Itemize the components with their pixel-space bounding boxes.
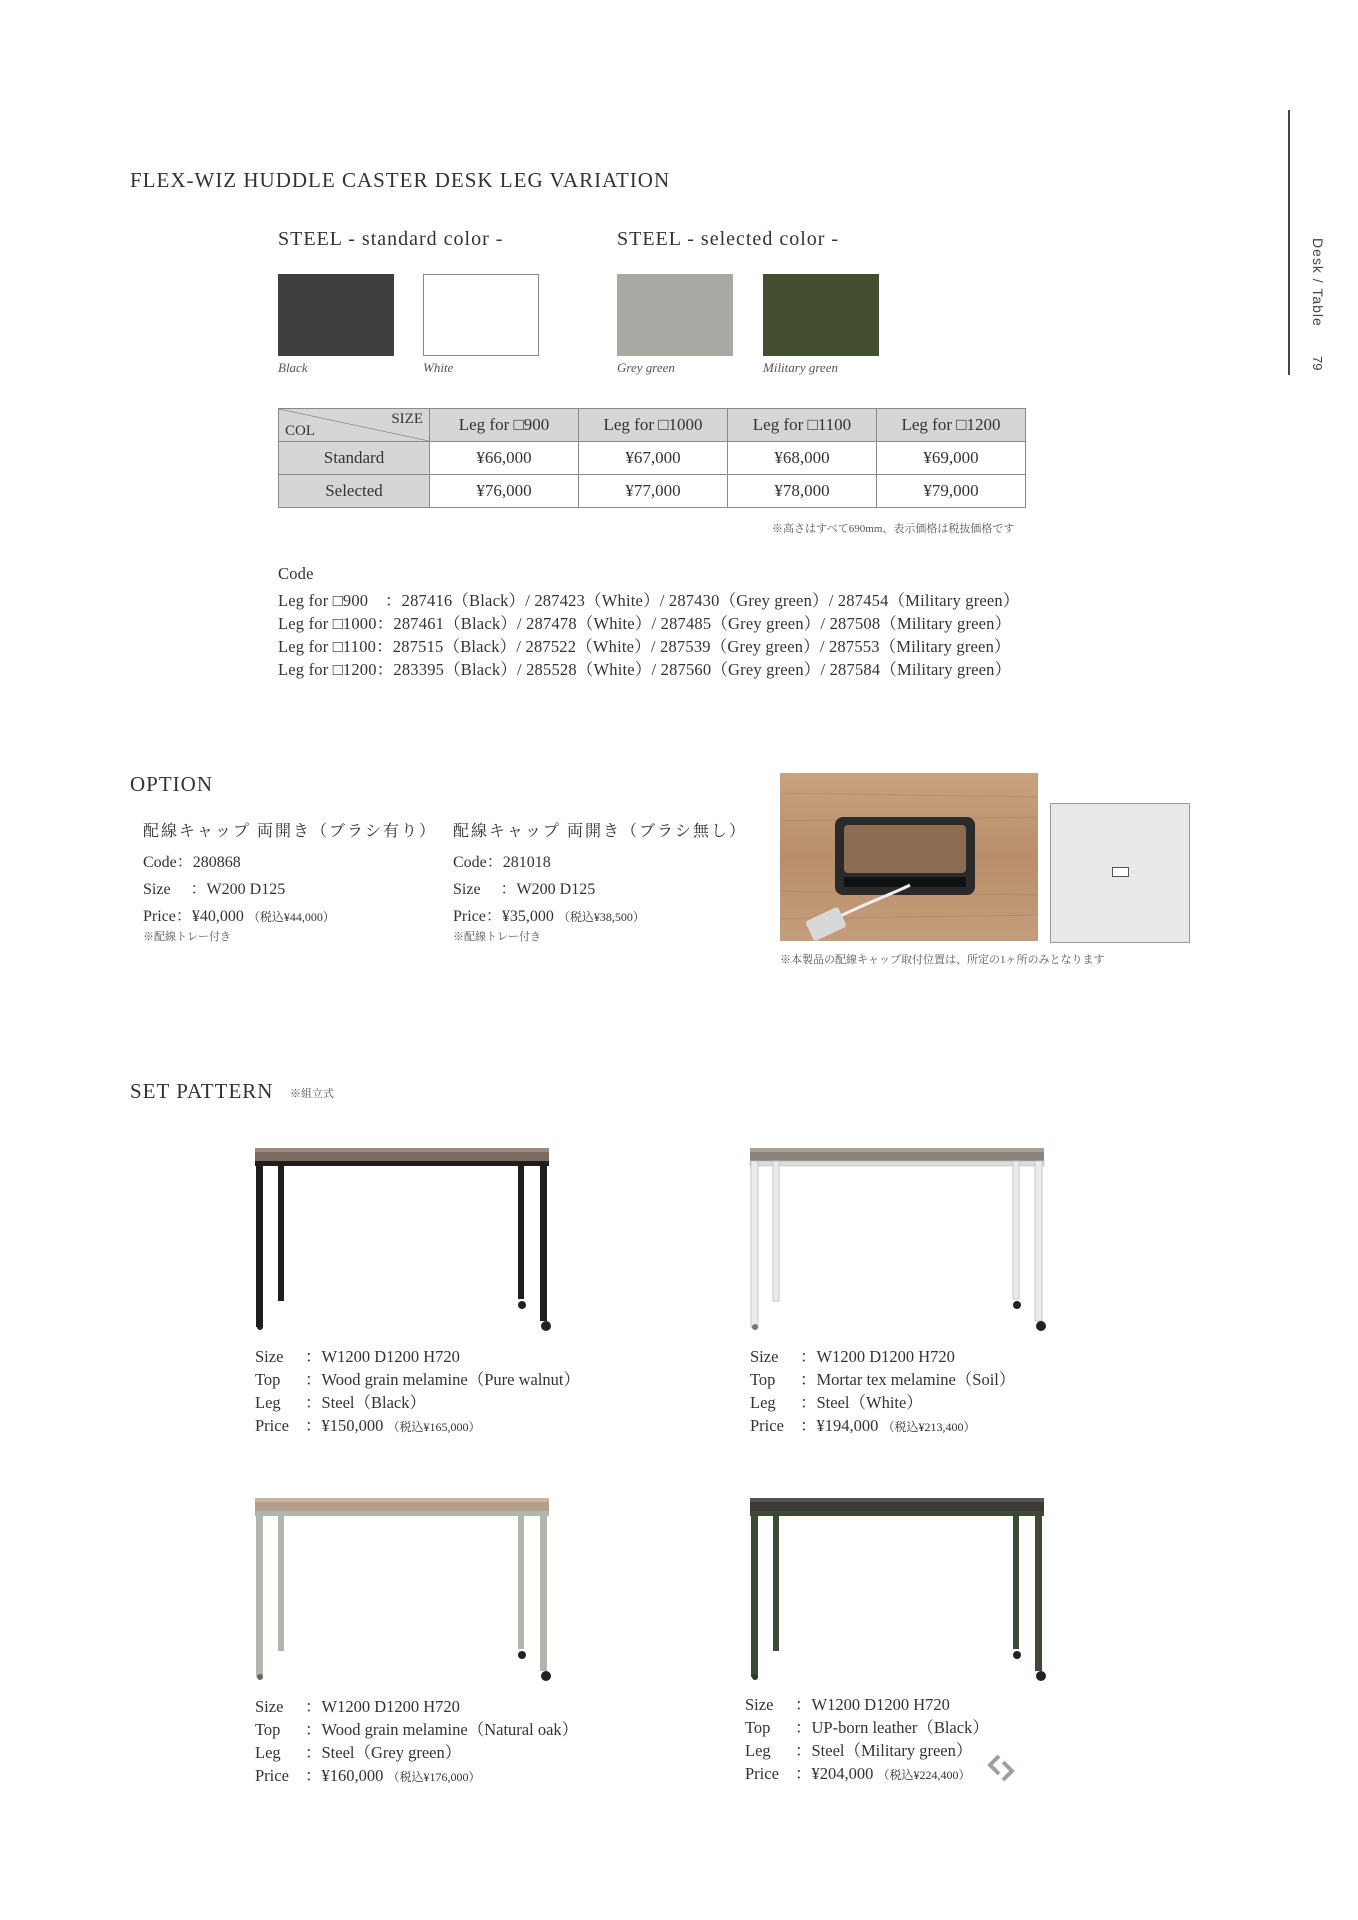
option-size: Size ：W200 D125: [453, 881, 596, 898]
spec-label: Size: [255, 1347, 284, 1366]
table-cell: ¥69,000: [877, 442, 1026, 475]
row-label: Selected: [279, 475, 430, 508]
option-title: 配線キャップ 両開き（ブラシ無し）: [453, 823, 748, 840]
option-item-1: [143, 818, 437, 944]
corner-size-label: SIZE: [391, 411, 423, 427]
code-line: Leg for □1200：283395（Black）/ 285528（White）/ 287560（Grey green）/ 287584（Military green）: [278, 660, 1012, 679]
page-title: FLEX-WIZ HUDDLE CASTER DESK LEG VARIATION: [130, 168, 671, 192]
spec-label: Price: [750, 1416, 784, 1435]
table-row: [279, 442, 1026, 475]
page-number: 79: [1310, 356, 1325, 371]
selected-color-heading: STEEL - selected color -: [617, 228, 840, 250]
option-tax: （税込¥38,500）: [557, 910, 645, 924]
spec-label: Size: [255, 1697, 284, 1716]
spec-size: ：W1200 D1200 H720: [795, 1695, 950, 1714]
table-cell: ¥76,000: [430, 475, 579, 508]
standard-color-heading: STEEL - standard color -: [278, 228, 504, 250]
set-pattern-note: ※組立式: [290, 1088, 334, 1100]
spec-size: ：W1200 D1200 H720: [800, 1347, 955, 1366]
spec-tax: （税込¥176,000）: [387, 1770, 481, 1784]
table-cell: ¥78,000: [728, 475, 877, 508]
spec-tax: （税込¥165,000）: [387, 1420, 481, 1434]
swatch-military-green: [763, 274, 879, 356]
desk-image-greygreen-oak: [250, 1495, 560, 1690]
option-price: Price：¥40,000: [143, 908, 244, 925]
wire-cap-photo: [780, 773, 1038, 941]
spec-top: ：Wood grain melamine（Natural oak）: [305, 1720, 579, 1739]
option-image-note: ※本製品の配線キャップ取付位置は、所定の1ヶ所のみとなります: [780, 954, 1105, 966]
spec-size: ：W1200 D1200 H720: [305, 1697, 460, 1716]
spec-tax: （税込¥213,400）: [882, 1420, 976, 1434]
table-header-row: [279, 409, 1026, 442]
swatch-grey-green: [617, 274, 733, 356]
row-label: Standard: [279, 442, 430, 475]
spec-label: Price: [745, 1764, 779, 1783]
table-cell: ¥79,000: [877, 475, 1026, 508]
spec-label: Price: [255, 1766, 289, 1785]
table-header-cell: Leg for □1100: [728, 409, 877, 442]
table-cell: ¥68,000: [728, 442, 877, 475]
option-title: 配線キャップ 両開き（ブラシ有り）: [143, 823, 438, 840]
option-item-2: [453, 818, 747, 944]
option-note: ※配線トレー付き: [453, 931, 541, 943]
spec-top: ：Wood grain melamine（Pure walnut）: [305, 1370, 580, 1389]
option-price: Price：¥35,000: [453, 908, 554, 925]
option-code: Code：281018: [453, 854, 551, 871]
spec-top: ：Mortar tex melamine（Soil）: [800, 1370, 1016, 1389]
spec-leg: ：Steel（Grey green）: [305, 1743, 462, 1762]
spec-label: Top: [255, 1370, 281, 1389]
table-header-cell: Leg for □1200: [877, 409, 1026, 442]
swatch-label-military-green: Military green: [763, 360, 838, 375]
side-rule: [1288, 110, 1290, 375]
spec-label: Top: [750, 1370, 776, 1389]
spec-label: Leg: [255, 1743, 281, 1762]
section-label: Desk / Table: [1310, 238, 1326, 327]
spec-top: ：UP-born leather（Black）: [795, 1718, 989, 1737]
option-note: ※配線トレー付き: [143, 931, 231, 943]
spec-label: Size: [750, 1347, 779, 1366]
spec-label: Leg: [745, 1741, 771, 1760]
table-cell: ¥77,000: [579, 475, 728, 508]
spec-size: ：W1200 D1200 H720: [305, 1347, 460, 1366]
desk-image-white-soil: [745, 1145, 1055, 1340]
set-pattern-heading: SET PATTERN: [130, 1079, 274, 1103]
table-header-cell: Leg for □1000: [579, 409, 728, 442]
option-size: Size ：W200 D125: [143, 881, 286, 898]
code-line: Leg for □1100：287515（Black）/ 287522（White）/ 287539（Grey green）/ 287553（Military green）: [278, 637, 1011, 656]
spec-price: ：¥204,000: [795, 1764, 874, 1783]
spec-label: Leg: [255, 1393, 281, 1412]
desk-spec-1: [255, 1345, 580, 1439]
link-arrows-icon[interactable]: [985, 1752, 1017, 1789]
cap-position-diagram: [1050, 803, 1190, 943]
spec-leg: ：Steel（Black）: [305, 1393, 426, 1412]
spec-label: Top: [745, 1718, 771, 1737]
table-corner-cell: [279, 409, 430, 442]
code-line: Leg for □1000：287461（Black）/ 287478（White）/ 287485（Grey green）/ 287508（Military green）: [278, 614, 1012, 633]
spec-leg: ：Steel（White）: [800, 1393, 923, 1412]
spec-tax: （税込¥224,400）: [877, 1768, 971, 1782]
corner-col-label: COL: [285, 423, 315, 439]
swatch-label-black: Black: [278, 360, 308, 375]
spec-label: Size: [745, 1695, 774, 1714]
desk-spec-2: [750, 1345, 1015, 1439]
option-heading: OPTION: [130, 772, 213, 796]
swatch-black: [278, 274, 394, 356]
spec-leg: ：Steel（Military green）: [795, 1741, 973, 1760]
spec-price: ：¥150,000: [305, 1416, 384, 1435]
swatch-white: [423, 274, 539, 356]
desk-spec-3: [255, 1695, 578, 1789]
spec-price: ：¥160,000: [305, 1766, 384, 1785]
table-cell: ¥66,000: [430, 442, 579, 475]
swatch-label-grey-green: Grey green: [617, 360, 675, 375]
table-header-cell: Leg for □900: [430, 409, 579, 442]
table-cell: ¥67,000: [579, 442, 728, 475]
option-tax: （税込¥44,000）: [247, 910, 335, 924]
option-code: Code：280868: [143, 854, 241, 871]
spec-label: Price: [255, 1416, 289, 1435]
code-line: Leg for □900 ：287416（Black）/ 287423（White）/ 287430（Grey green）/ 287454（Military green）: [278, 591, 1020, 610]
spec-price: ：¥194,000: [800, 1416, 879, 1435]
table-note: ※高さはすべて690mm、表示価格は税抜価格です: [772, 523, 1015, 535]
desk-image-black-walnut: [250, 1145, 560, 1340]
code-title: Code: [278, 564, 314, 583]
spec-label: Top: [255, 1720, 281, 1739]
price-table: [278, 408, 1026, 508]
cap-position-marker: [1112, 867, 1129, 877]
desk-image-military-black: [745, 1495, 1055, 1690]
table-row: [279, 475, 1026, 508]
spec-label: Leg: [750, 1393, 776, 1412]
swatch-label-white: White: [423, 360, 454, 375]
desk-spec-4: [745, 1693, 989, 1787]
